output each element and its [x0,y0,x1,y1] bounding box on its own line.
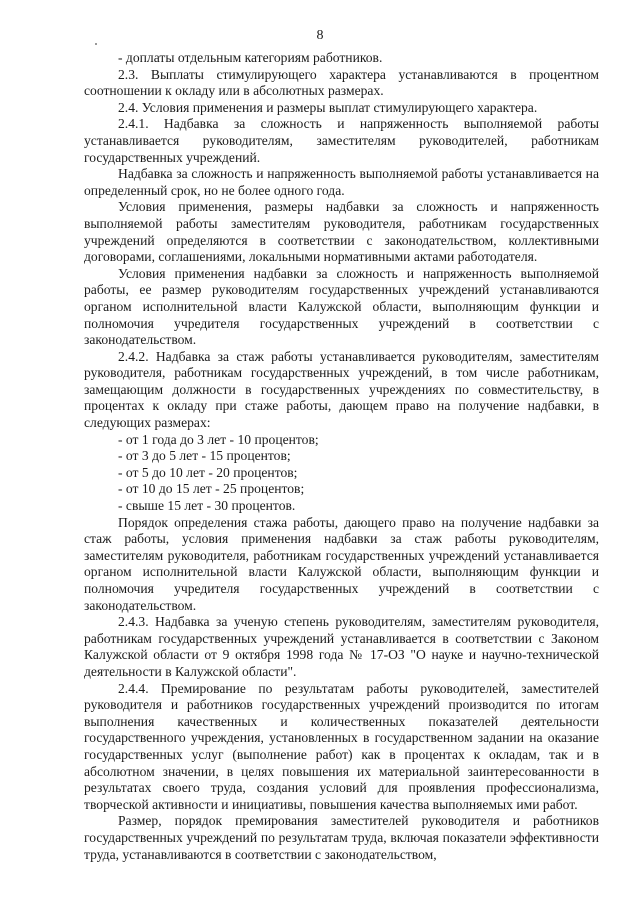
paragraph-2-4: 2.4. Условия применения и размеры выплат стимулирующего характера. [118,99,538,115]
paragraph-bonus-size: Размер, порядок премирования заместителей руководителя и работников государственных учреждений по результатам труда, включая показатели эффективности труда, устанавливаются в соответствии с законодательством, [84,813,599,862]
paragraph-2-4-2: 2.4.2. Надбавка за стаж работы устанавливается руководителям, заместителям руководителя, работникам государственных учреждений, в том числе работникам, замещающим должности в государственных учреждениях по совместительству, в процентах к окладу при стаже работы, дающем право на получение надбавки, в следующих размерах: [84,348,599,431]
paragraph-other-payments: - доплаты отдельным категориям работников. [118,50,383,65]
paragraph-2-4-4: 2.4.4. Премирование по результатам работы руководителей, заместителей руководителя и работников государственных учреждений производится по итогам выполнения качественных и количественных показателей деятельности государственного учреждения, установленных в государственном задании на оказание государственных услуг (выполнение работ) как в процентах к окладам, так и в абсолютном значении, в целях повышения их материальной заинтересованности в результатах своего труда, создания условий для проявления профессионализма, творческой активности и инициативы, повышения качества выполняемых ими работ. [84,680,599,812]
page-number: 8 [316,28,324,43]
list-item: - от 1 года до 3 лет - 10 процентов; [118,431,319,447]
paragraph-complexity-heads: Условия применения надбавки за сложность и напряженность выполняемой работы, ее размер руководителям государственных учреждений устанавливаются органом исполнительной власти Калужской области, выполняющим функции и полномочия учредителя государственных учреждений в соответствии с законодательством. [84,265,599,348]
list-item: - свыше 15 лет - 30 процентов. [118,498,296,514]
paragraph-complexity-conditions: Условия применения, размеры надбавки за сложность и напряженность выполняемой работы заместителям руководителя, работникам государственных учреждений определяются в соответствии с законодательством, коллективными договорами, соглашениями, локальными нормативными актами работодателя. [84,199,599,265]
list-item: - от 5 до 10 лет - 20 процентов; [118,464,298,480]
paragraph-2-4-3: 2.4.3. Надбавка за ученую степень руководителям, заместителям руководителя, работникам государственных учреждений устанавливается в соответствии с Законом Калужской области от 9 октября 1998 года № 17-ОЗ "О науке и научно-технической деятельности в Калужской области". [84,614,599,679]
paragraph-seniority-procedure: Порядок определения стажа работы, дающего право на получение надбавки за стаж работы, условия применения надбавки за стаж работы руководителям, заместителям руководителя, работникам государственных учреждений устанавливается органом исполнительной власти Калужской области, выполняющим функции и полномочия учредителя государственных учреждений в соответствии с законодательством. [84,514,599,613]
paragraph-complexity-term: Надбавка за сложность и напряженность выполняемой работы устанавливается на определенный срок, но не более одного года. [84,166,599,198]
paragraph-2-4-1: 2.4.1. Надбавка за сложность и напряженность выполняемой работы устанавливается руководителям, заместителям руководителей, работникам государственных учреждений. [84,116,599,165]
document-body [84,50,599,863]
list-item: - от 10 до 15 лет - 25 процентов; [118,481,305,497]
seniority-list [84,432,599,515]
paragraph-2-3: 2.3. Выплаты стимулирующего характера устанавливаются в процентном соотношении к окладу или в абсолютных размерах. [84,66,599,99]
list-item: - от 3 до 5 лет - 15 процентов; [118,448,291,464]
